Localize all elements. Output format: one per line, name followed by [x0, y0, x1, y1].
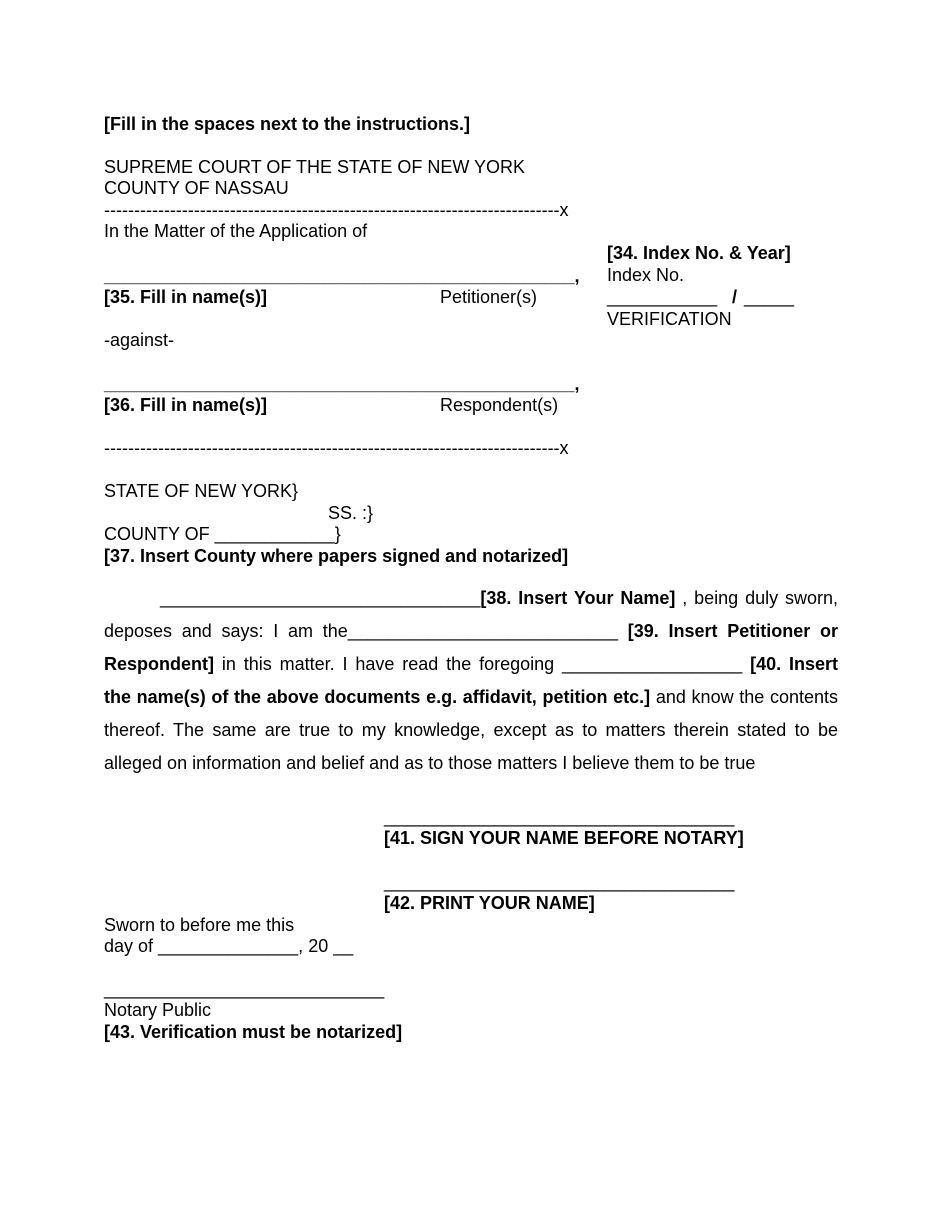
affiant-role-field[interactable]: ___________________________ [347, 621, 619, 641]
petitioner-name-field[interactable]: _______________________________________________, [104, 266, 580, 286]
verification-paragraph [104, 582, 838, 780]
signature-instruction: [41. SIGN YOUR NAME BEFORE NOTARY] [384, 828, 744, 848]
notary-label: Notary Public [104, 1000, 212, 1020]
paragraph-text-1: , being duly sworn, deposes and says: I am the [104, 588, 838, 641]
respondent-name-field[interactable]: _______________________________________________, [104, 374, 580, 394]
signature-field[interactable]: ___________________________________ [384, 807, 735, 827]
court-county: COUNTY OF NASSAU [104, 178, 289, 198]
index-instruction: [34. Index No. & Year] [607, 243, 791, 263]
paragraph-text-3: and know the contents thereof. The same are true to my knowledge, except as to matters therein stated to be alleged on information and belief and as to those matters I believe them to be true [104, 687, 839, 773]
caption-divider-bottom: ----------------------------------------------------------------------------x [104, 438, 569, 458]
petitioner-instruction: [35. Fill in name(s)] [104, 287, 268, 307]
affiant-role-instruction: [39. Insert Petitioner or Respondent] [104, 621, 838, 674]
venue-ss: SS. :} [328, 503, 374, 523]
document-title: VERIFICATION [607, 309, 732, 329]
venue-instruction: [37. Insert County where papers signed and notarized] [104, 546, 569, 566]
caption-divider-top: ----------------------------------------------------------------------------x [104, 200, 569, 220]
petitioner-label: Petitioner(s) [440, 287, 538, 307]
notary-signature-field[interactable]: ____________________________ [104, 979, 385, 999]
index-number-field[interactable]: ___________ [607, 287, 718, 307]
in-matter-text: In the Matter of the Application of [104, 221, 368, 241]
affiant-name-field[interactable]: ________________________________ [160, 588, 481, 608]
against-text: -against- [104, 330, 175, 350]
index-label: Index No. [607, 265, 685, 285]
instructions-header: [Fill in the spaces next to the instructions.] [104, 114, 471, 134]
document-name-field[interactable]: __________________ [562, 654, 743, 674]
print-name-field[interactable]: ___________________________________ [384, 872, 735, 892]
venue-county-field[interactable]: COUNTY OF ____________} [104, 524, 341, 544]
affiant-name-instruction: [38. Insert Your Name] [480, 588, 676, 608]
print-name-instruction: [42. PRINT YOUR NAME] [384, 893, 595, 913]
paragraph-text-2: in this matter. I have read the foregoing [214, 654, 563, 674]
notary-instruction: [43. Verification must be notarized] [104, 1022, 403, 1042]
jurat-sworn: Sworn to before me this [104, 915, 295, 935]
respondent-instruction: [36. Fill in name(s)] [104, 395, 268, 415]
document-name-instruction: [40. Insert the name(s) of the above documents e.g. affidavit, petition etc.] [104, 654, 838, 707]
respondent-label: Respondent(s) [440, 395, 559, 415]
index-slash: / [732, 287, 738, 307]
venue-state: STATE OF NEW YORK} [104, 481, 299, 501]
jurat-date-field[interactable]: day of ______________, 20 __ [104, 936, 354, 956]
index-year-field[interactable]: _____ [744, 287, 795, 307]
court-name: SUPREME COURT OF THE STATE OF NEW YORK [104, 157, 526, 177]
